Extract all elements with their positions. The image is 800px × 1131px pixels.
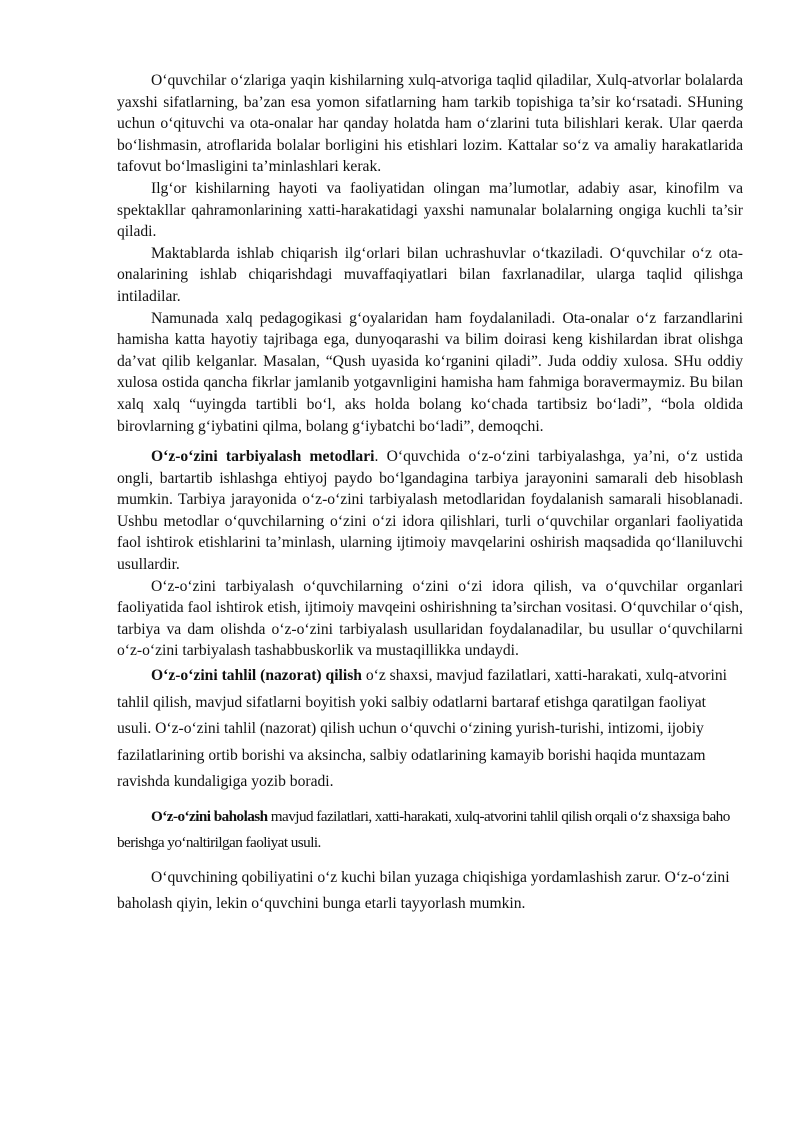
paragraph-self-governance: O‘z-o‘zini tarbiyalash o‘quvchilarning o‘zini o‘zi idora qilish, va o‘quvchilar organlari faoliyatida faol ishtirok etish, ijtimoiy mavqeini oshirishning ta’sirchan vositasi. O‘quvchilar o‘qish, tarbiya va dam olishda o‘z-o‘zini tarbiyalash usullaridan foydalanadilar, bu usullar o‘quvchilarni o‘z-o‘zini tarbiyalash tashabbuskorlik va mustaqillikka undaydi. bbox=[117, 577, 743, 660]
paragraph-advanced-people: Ilg‘or kishilarning hayoti va faoliyatidan olingan ma’lumotlar, adabiy asar, kinofilm va spektakllar qahramonlarining xatti-harakatidagi yaxshi namunalar bolalarning ongiga kuchli ta’sir qiladi. bbox=[117, 179, 743, 241]
paragraph-self-assessment bbox=[117, 804, 743, 856]
paragraph-text: mavjud fazilatlari, xatti-harakati, xulq-atvorini tahlil qilish orqali o‘z shaxsiga baho berishga yo‘naltirilgan faoliyat usuli. bbox=[117, 808, 730, 851]
term-self-education-methods: O‘z-o‘zini tarbiyalash metodlari bbox=[151, 448, 375, 466]
paragraph-text: o‘z shaxsi, mavjud fazilatlari, xatti-harakati, xulq-atvorini tahlil qilish, mavjud sifatlarni boyitish yoki salbiy odatlarni bartaraf etishga qaratilgan faoliyat usuli. O‘z-o‘zini tahlil (nazorat) qilish uchun o‘quvchi o‘zining yurish-turishi, intizomi, ijobiy fazilatlarining ortib borishi va aksincha, salbiy odatlarining kamayib borishi haqida muntazam ravishda kundaligiga yozib boradi. bbox=[117, 667, 727, 791]
paragraph-role-models: O‘quvchilar o‘zlariga yaqin kishilarning xulq-atvoriga taqlid qiladilar, Xulq-atvorlar bolalarda yaxshi sifatlarning, ba’zan esa yomon sifatlarning ham tarkib topishiga ta’sir ko‘rsatadi. SHuning uchun o‘qituvchi va ota-onalar har qanday holatda ham o‘zlarini tuta bilishlari kerak. Ular qaerda bo‘lishmasin, atroflarida bolalar borligini his etishlari lozim. Kattalar so‘z va amaliy harakatlarida tafovut bo‘lmasligini ta’minlashlari kerak. bbox=[117, 72, 743, 176]
paragraph-folk-pedagogy: Namunada xalq pedagogikasi g‘oyalaridan ham foydalaniladi. Ota-onalar o‘z farzandlarini hamisha katta hayotiy tajribaga ega, dunyoqarashi va bilim doirasi keng kishilardan ibrat olishga da’vat qilib kelganlar. Masalan, “Qush uyasida ko‘rganini qiladi”. Juda oddiy xulosa. SHu oddiy xulosa ostida qancha fikrlar jamlanib yotgavnligini hamisha ham fahmiga boravermaymiz. Bu bilan xalq xalq “uyingda tartibli bo‘l, aks holda bolang ko‘chada tartibsiz bo‘ladi”, “bola oldida birovlarning g‘iybatini qilma, bolang g‘iybatchi bo‘ladi”, demoqchi. bbox=[117, 309, 743, 435]
paragraph-pupil-abilities: O‘quvchining qobiliyatini o‘z kuchi bilan yuzaga chiqishiga yordamlashish zarur. O‘z-o‘zini baholash qiyin, lekin o‘quvchini bunga etarli tayyorlash mumkin. bbox=[117, 869, 730, 912]
term-self-analysis: O‘z-o‘zini tahlil (nazorat) qilish bbox=[151, 667, 362, 685]
term-self-assessment: O‘z-o‘zini baholash bbox=[151, 808, 268, 825]
paragraph-text: . O‘quvchida o‘z-o‘zini tarbiyalashga, ya’ni, o‘z ustida ongli, bartartib ishlashga ehtiyoj paydo bo‘lgandagina tarbiya jarayonini samarali deb hisoblash mumkin. Tarbiya jarayonida o‘z-o‘zini tarbiyalash metodlaridan foydalanish samarali hisoblanadi. Ushbu metodlar o‘quvchilarning o‘zini o‘zi idora qilishlari, turli o‘quvchilar organlari faoliyatida faol ishtirok etishlarini ta’minlash, ularning ijtimoiy mavqelarini oshirish maqsadida qo‘llaniluvchi usullardir. bbox=[117, 448, 743, 574]
paragraph-self-analysis bbox=[117, 663, 743, 796]
document-body bbox=[117, 70, 743, 917]
paragraph-self-education-methods bbox=[117, 446, 743, 576]
paragraph-school-meetings: Maktablarda ishlab chiqarish ilg‘orlari bilan uchrashuvlar o‘tkaziladi. O‘quvchilar o‘z ota-onalarining ishlab chiqarishdagi muvaffaqiyatlari bilan faxrlanadilar, ularga taqlid qilishga intiladilar. bbox=[117, 244, 743, 305]
